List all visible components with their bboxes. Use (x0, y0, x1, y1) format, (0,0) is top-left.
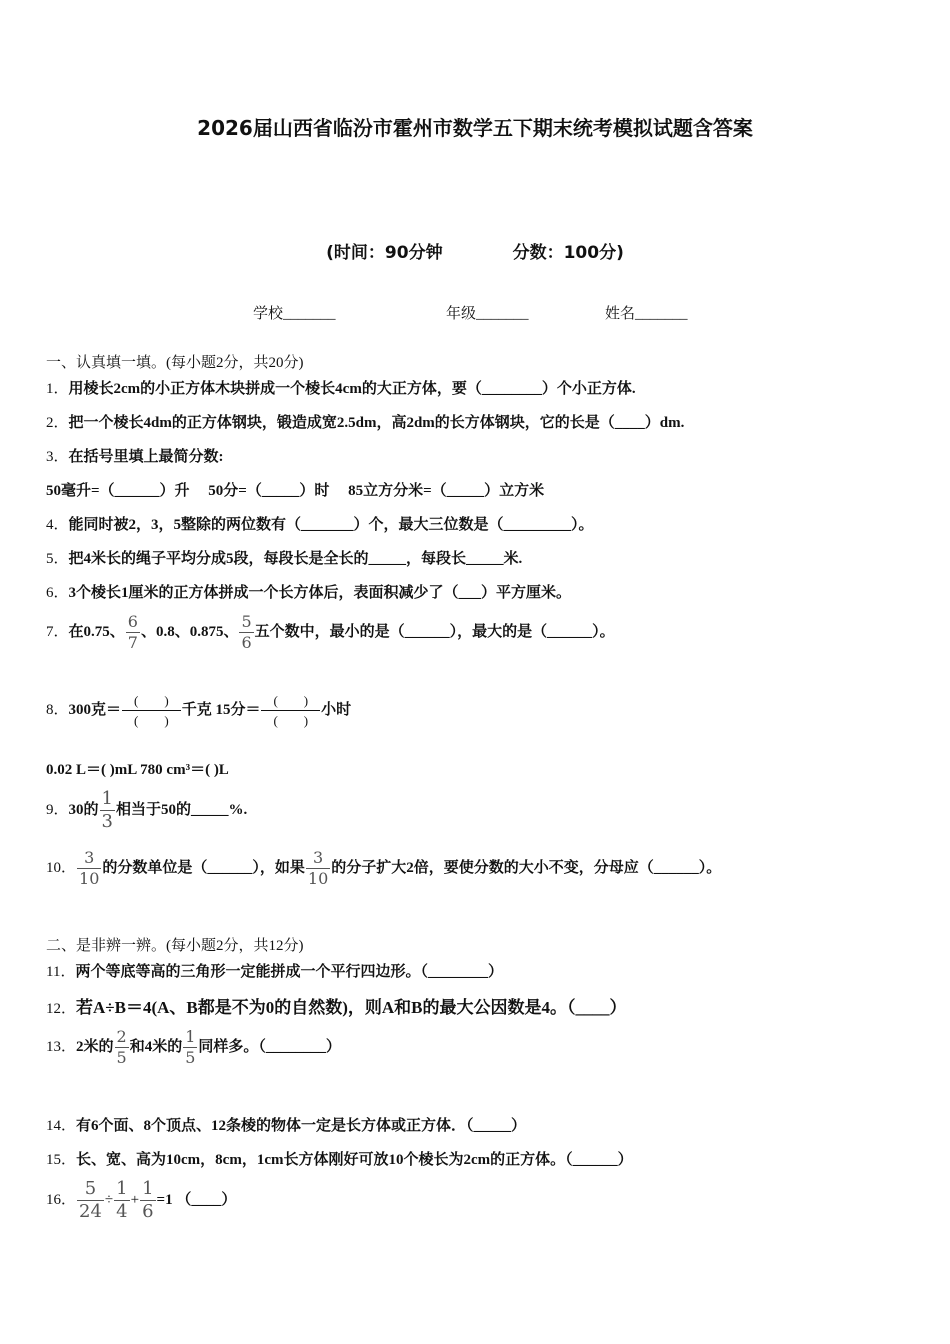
fraction-5-6: $\frac{5}{6}$ (241, 612, 252, 652)
question-15: 15．长、宽、高为10cm，8cm，1cm长方体刚好可放10个棱长为2cm的正方体。（______） (46, 1152, 633, 1168)
question-7: 7．在0.75、 $\frac{6}{7}$ 、0.8、0.875、 $\frac{5}{6}$ 五个数中，最小的是（______），最大的是（______）。 (46, 612, 615, 652)
fraction-6-7: $\frac{6}{7}$ (127, 612, 138, 652)
fraction-1-3: $\frac{1}{3}$ (101, 788, 113, 832)
fraction-3-10: $\frac{3}{10}$ (79, 848, 100, 888)
question-2: 2．把一个棱长4dm的正方体钢块，锻造成宽2.5dm，高2dm的长方体钢块，它的长是（____）dm. (46, 415, 685, 431)
question-12: 12．若A÷B＝4(A、B都是不为0的自然数)，则A和B的最大公因数是4。（____） (46, 998, 627, 1017)
question-9: 9．30的 $\frac{1}{3}$ 相当于50的_____%. (46, 788, 248, 832)
question-13: 13．2米的 $\frac{2}{5}$ 和4米的 $\frac{1}{5}$ 同样多。（________） (46, 1027, 341, 1067)
question-3-line2: 50毫升=（______）升 50分=（_____）时 85立方分米=（_____）立方米 (46, 483, 545, 499)
fraction-5-24: $\frac{5}{24}$ (79, 1178, 102, 1222)
grade-field: 年级_______ (446, 306, 529, 322)
question-8: 8．300克＝ $\frac{( )}{( )}$ 千克 15分＝ $\frac{( )}{( )}$ 小时 (46, 693, 352, 728)
time-label: (时间：90分钟 (326, 243, 443, 263)
fraction-1-4: $\frac{1}{4}$ (116, 1178, 128, 1222)
question-8-line2: 0.02 L＝( )mL 780 cm³＝( )L (46, 762, 229, 778)
question-3: 3．在括号里填上最简分数: (46, 449, 224, 465)
question-1: 1．用棱长2cm的小正方体木块拼成一个棱长4cm的大正方体，要（________）个小正方体. (46, 381, 636, 397)
question-6: 6．3个棱长1厘米的正方体拼成一个长方体后，表面积减少了（___）平方厘米。 (46, 585, 572, 601)
question-5: 5．把4米长的绳子平均分成5段，每段长是全长的_____，每段长_____米. (46, 551, 523, 567)
section-heading-2: 二、是非辨一辨。(每小题2分，共12分) (46, 938, 304, 954)
school-field: 学校_______ (253, 306, 336, 322)
score-label: 分数：100分) (512, 243, 624, 263)
fraction-2-5: $\frac{2}{5}$ (116, 1027, 127, 1067)
name-field: 姓名_______ (605, 306, 688, 322)
page-title: 2026届山西省临汾市霍州市数学五下期末统考模拟试题含答案 (197, 116, 753, 140)
blank-fraction-1: $\frac{( )}{( )}$ (122, 694, 181, 727)
exam-meta (0, 238, 950, 263)
question-16: 16． $\frac{5}{24}$ ÷ $\frac{1}{4}$ + $\frac{1}{6}$ =1 （____） (46, 1178, 237, 1222)
question-4: 4．能同时被2，3，5整除的两位数有（_______）个，最大三位数是（_________）。 (46, 517, 594, 533)
blank-fraction-2: $\frac{( )}{( )}$ (261, 694, 320, 727)
fraction-1-5: $\frac{1}{5}$ (185, 1027, 196, 1067)
question-11: 11．两个等底等高的三角形一定能拼成一个平行四边形。（________） (46, 964, 503, 980)
question-14: 14．有6个面、8个顶点、12条棱的物体一定是长方体或正方体．（_____） (46, 1118, 527, 1134)
fraction-1-6: $\frac{1}{6}$ (142, 1178, 154, 1222)
question-10: 10． $\frac{3}{10}$ 的分数单位是（______），如果 $\frac{3}{10}$ 的分子扩大2倍，要使分数的大小不变，分母应（______）。 (46, 848, 722, 888)
section-heading-1: 一、认真填一填。(每小题2分，共20分) (46, 355, 304, 371)
fraction-3-10-b: $\frac{3}{10}$ (307, 848, 329, 888)
